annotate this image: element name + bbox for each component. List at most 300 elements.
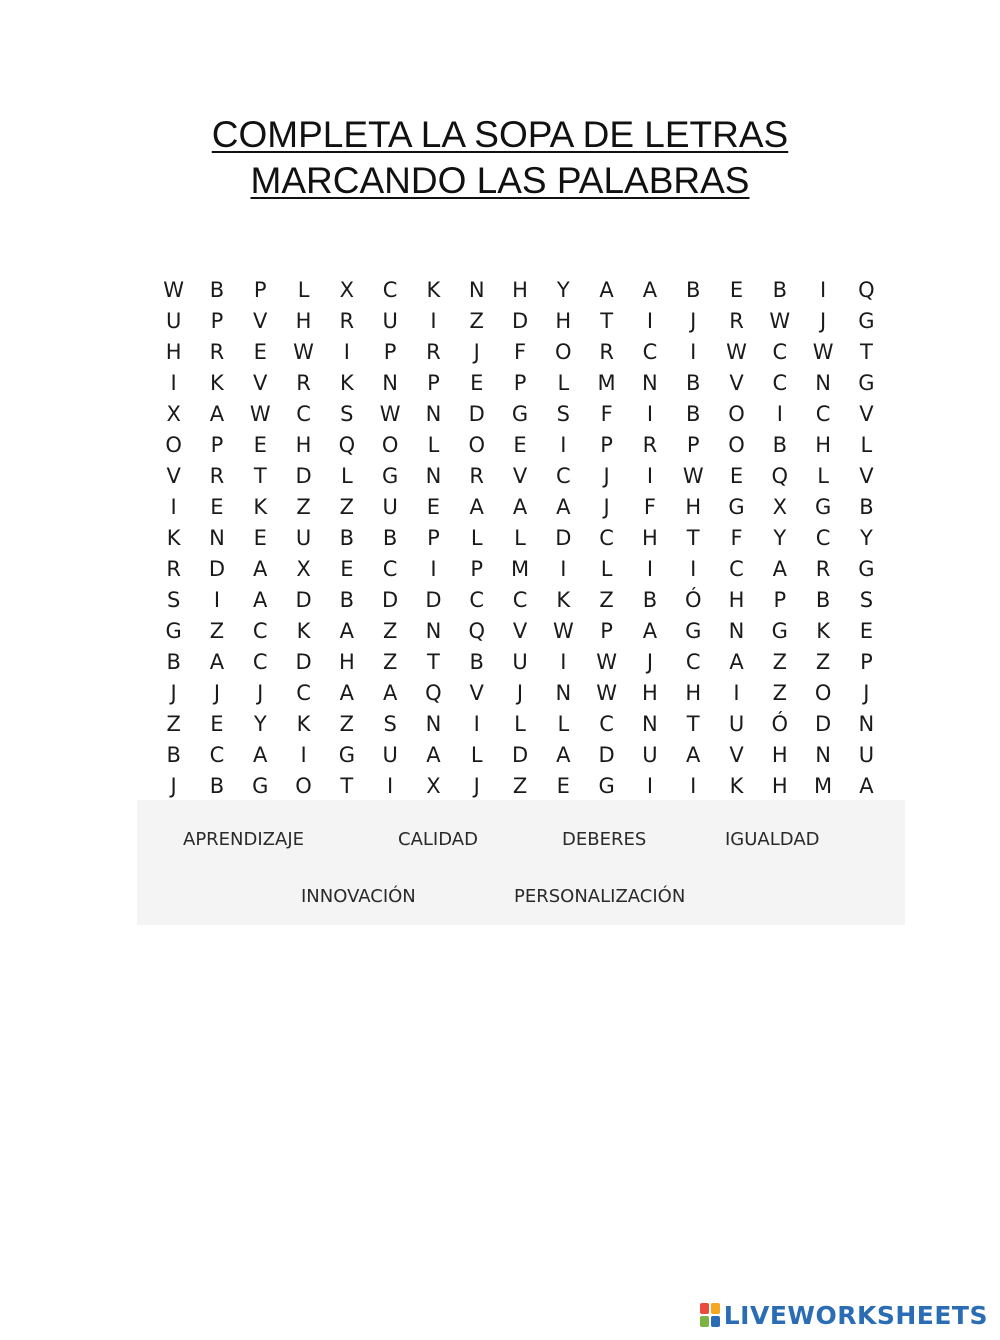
grid-cell[interactable]: I [646, 556, 654, 581]
grid-cell[interactable]: Z [382, 649, 398, 674]
grid-cell[interactable]: W [596, 649, 617, 674]
grid-cell[interactable]: A [382, 680, 398, 705]
grid-cell[interactable]: B [166, 742, 181, 767]
grid-cell[interactable]: K [816, 618, 830, 643]
grid-cell[interactable]: B [469, 649, 484, 674]
grid-cell[interactable]: V [253, 308, 268, 333]
grid-cell[interactable]: O [468, 432, 485, 457]
grid-cell[interactable]: Z [339, 711, 355, 736]
grid-cell[interactable]: D [382, 587, 399, 612]
liveworksheets-logo-icon [699, 1302, 721, 1328]
grid-cell[interactable]: Z [772, 649, 787, 674]
grid-cell[interactable]: P [383, 339, 397, 364]
grid-cell[interactable]: G [252, 773, 269, 798]
grid-cell[interactable]: A [469, 494, 484, 519]
grid-cell[interactable]: Z [339, 494, 355, 519]
grid-cell[interactable]: H [165, 339, 182, 364]
grid-cell[interactable]: U [165, 308, 182, 333]
grid-cell[interactable]: I [646, 308, 654, 333]
grid-cell[interactable]: R [209, 463, 225, 488]
grid-cell[interactable]: R [426, 339, 441, 364]
grid-cell[interactable]: H [512, 277, 528, 302]
grid-cell[interactable]: U [858, 742, 875, 767]
grid-cell[interactable]: B [209, 277, 225, 302]
grid-cell[interactable]: Z [296, 494, 311, 519]
grid-cell[interactable]: G [728, 494, 745, 519]
grid-cell[interactable]: G [858, 556, 875, 581]
grid-cell[interactable]: A [686, 742, 701, 767]
grid-cell[interactable]: C [599, 711, 614, 736]
grid-cell[interactable]: A [253, 556, 268, 581]
grid-cell[interactable]: Z [772, 680, 787, 705]
grid-cell[interactable]: K [296, 711, 311, 736]
grid-cell[interactable]: U [512, 649, 528, 674]
grid-cell[interactable]: T [859, 339, 873, 364]
word-search-grid[interactable] [152, 274, 888, 801]
grid-cell[interactable]: R [469, 463, 485, 488]
grid-cell[interactable]: E [426, 494, 441, 519]
grid-cell[interactable]: N [468, 277, 485, 302]
grid-cell[interactable]: V [512, 618, 528, 643]
grid-cell[interactable]: U [382, 308, 398, 333]
grid-cell[interactable]: D [815, 711, 832, 736]
grid-cell[interactable]: E [470, 370, 484, 395]
grid-cell[interactable]: P [210, 308, 224, 333]
grid-cell[interactable]: C [815, 525, 831, 550]
grid-cell[interactable]: K [166, 525, 181, 550]
grid-cell[interactable]: Ó [771, 711, 789, 736]
grid-cell[interactable]: J [170, 773, 177, 798]
grid-cell[interactable]: P [470, 556, 484, 581]
grid-cell[interactable]: Y [859, 525, 873, 550]
grid-cell[interactable]: T [600, 308, 614, 333]
grid-cell[interactable]: S [383, 711, 397, 736]
grid-cell[interactable]: V [253, 370, 268, 395]
grid-cell[interactable]: G [381, 463, 399, 488]
grid-cell[interactable]: Z [599, 587, 614, 612]
grid-cell[interactable]: I [213, 587, 221, 612]
grid-cell[interactable]: Z [209, 618, 225, 643]
grid-cell[interactable]: J [646, 649, 654, 674]
grid-cell[interactable]: N [555, 680, 572, 705]
grid-cell[interactable]: V [729, 370, 744, 395]
grid-cell[interactable]: I [646, 401, 654, 426]
grid-cell[interactable]: K [556, 587, 571, 612]
grid-cell[interactable]: I [560, 649, 567, 674]
grid-cell[interactable]: E [729, 277, 744, 302]
grid-cell[interactable]: S [166, 587, 181, 612]
grid-cell[interactable]: C [209, 742, 225, 767]
grid-cell[interactable]: N [209, 525, 225, 550]
grid-cell[interactable]: J [603, 463, 610, 488]
grid-cell[interactable]: C [382, 556, 398, 581]
grid-cell[interactable]: A [642, 277, 658, 302]
grid-cell[interactable]: C [642, 339, 658, 364]
grid-cell[interactable]: V [859, 463, 874, 488]
grid-cell[interactable]: K [210, 370, 224, 395]
grid-cell[interactable]: F [730, 525, 743, 550]
grid-cell[interactable]: G [511, 401, 529, 426]
grid-cell[interactable]: X [772, 494, 787, 519]
grid-cell[interactable]: L [600, 556, 613, 581]
grid-cell[interactable]: H [338, 649, 355, 674]
grid-cell[interactable]: M [814, 773, 833, 798]
grid-cell[interactable]: K [253, 494, 268, 519]
grid-cell[interactable]: B [815, 587, 831, 612]
grid-cell[interactable]: U [728, 711, 745, 736]
grid-cell[interactable]: I [300, 742, 307, 767]
grid-cell[interactable]: P [600, 618, 613, 643]
grid-cell[interactable]: I [560, 432, 567, 457]
grid-cell[interactable]: R [296, 370, 311, 395]
grid-cell[interactable]: D [555, 525, 572, 550]
grid-cell[interactable]: G [598, 773, 615, 798]
grid-cell[interactable]: D [425, 587, 442, 612]
grid-cell[interactable]: J [213, 680, 221, 705]
grid-cell[interactable]: A [556, 742, 571, 767]
grid-cell[interactable]: A [556, 494, 571, 519]
grid-cell[interactable]: Z [166, 711, 181, 736]
grid-cell[interactable]: C [599, 525, 614, 550]
grid-cell[interactable]: L [470, 742, 483, 767]
grid-cell[interactable]: E [210, 494, 224, 519]
grid-cell[interactable]: W [293, 339, 314, 364]
grid-cell[interactable]: V [729, 742, 744, 767]
grid-cell[interactable]: I [690, 556, 697, 581]
grid-cell[interactable]: A [772, 556, 787, 581]
grid-cell[interactable]: I [646, 463, 654, 488]
grid-cell[interactable]: J [257, 680, 264, 705]
grid-cell[interactable]: Q [425, 680, 442, 705]
grid-cell[interactable]: L [514, 711, 526, 736]
grid-cell[interactable]: C [382, 277, 398, 302]
grid-cell[interactable]: A [599, 277, 614, 302]
grid-cell[interactable]: R [166, 556, 181, 581]
grid-cell[interactable]: L [860, 432, 873, 457]
grid-cell[interactable]: M [597, 370, 616, 395]
grid-cell[interactable]: I [560, 556, 567, 581]
grid-cell[interactable]: B [382, 525, 398, 550]
grid-cell[interactable]: D [511, 308, 529, 333]
grid-cell[interactable]: W [596, 680, 617, 705]
grid-cell[interactable]: L [470, 525, 483, 550]
grid-cell[interactable]: H [771, 742, 788, 767]
grid-cell[interactable]: W [726, 339, 747, 364]
grid-cell[interactable]: R [599, 339, 614, 364]
grid-cell[interactable]: A [253, 587, 268, 612]
grid-cell[interactable]: T [340, 773, 354, 798]
grid-cell[interactable]: Z [512, 773, 528, 798]
grid-cell[interactable]: D [295, 649, 312, 674]
grid-cell[interactable]: G [858, 370, 875, 395]
grid-cell[interactable]: S [340, 401, 354, 426]
grid-cell[interactable]: C [512, 587, 528, 612]
grid-cell[interactable]: B [686, 370, 701, 395]
grid-cell[interactable]: S [556, 401, 570, 426]
grid-cell[interactable]: N [425, 711, 442, 736]
grid-cell[interactable]: T [686, 711, 700, 736]
grid-cell[interactable]: N [728, 618, 745, 643]
grid-cell[interactable]: A [253, 742, 268, 767]
grid-cell[interactable]: Y [773, 525, 787, 550]
grid-cell[interactable]: B [166, 649, 181, 674]
grid-cell[interactable]: C [296, 401, 311, 426]
grid-cell[interactable]: E [210, 711, 224, 736]
grid-cell[interactable]: Q [338, 432, 356, 457]
grid-cell[interactable]: L [514, 525, 526, 550]
grid-cell[interactable]: C [296, 680, 311, 705]
grid-cell[interactable]: E [556, 773, 570, 798]
grid-cell[interactable]: W [163, 277, 185, 302]
grid-cell[interactable]: B [339, 525, 355, 550]
grid-cell[interactable]: B [209, 773, 225, 798]
grid-cell[interactable]: G [771, 618, 788, 643]
grid-cell[interactable]: H [642, 525, 658, 550]
grid-cell[interactable]: X [339, 277, 355, 302]
grid-cell[interactable]: H [295, 432, 312, 457]
grid-cell[interactable]: I [430, 556, 437, 581]
grid-cell[interactable]: H [685, 680, 702, 705]
word-item: CALIDAD [398, 829, 478, 850]
grid-cell[interactable]: I [430, 308, 437, 333]
grid-cell[interactable]: D [598, 742, 615, 767]
grid-cell[interactable]: J [473, 773, 480, 798]
grid-cell[interactable]: P [686, 432, 700, 457]
grid-cell[interactable]: H [771, 773, 788, 798]
grid-cell[interactable]: J [820, 308, 827, 333]
grid-cell[interactable]: W [379, 401, 401, 426]
grid-cell[interactable]: N [815, 370, 831, 395]
grid-cell[interactable]: E [253, 339, 267, 364]
grid-cell[interactable]: E [253, 432, 267, 457]
grid-cell[interactable]: O [165, 432, 182, 457]
grid-cell[interactable]: F [643, 494, 656, 519]
grid-cell[interactable]: B [686, 277, 701, 302]
grid-cell[interactable]: I [646, 773, 654, 798]
grid-cell[interactable]: Q [858, 277, 875, 302]
grid-cell[interactable]: G [814, 494, 832, 519]
grid-cell[interactable]: G [685, 618, 702, 643]
grid-cell[interactable]: F [513, 339, 527, 364]
grid-cell[interactable]: A [859, 773, 874, 798]
grid-cell[interactable]: Y [556, 277, 570, 302]
grid-cell[interactable]: C [729, 556, 744, 581]
grid-cell[interactable]: M [510, 556, 530, 581]
grid-cell[interactable]: B [772, 277, 788, 302]
grid-cell[interactable]: I [733, 680, 740, 705]
grid-cell[interactable]: C [685, 649, 701, 674]
grid-cell[interactable]: N [382, 370, 398, 395]
grid-cell[interactable]: Z [382, 618, 398, 643]
grid-cell[interactable]: P [427, 370, 440, 395]
grid-cell[interactable]: I [387, 773, 394, 798]
grid-cell[interactable]: O [381, 432, 399, 457]
grid-cell[interactable]: L [427, 432, 440, 457]
grid-cell[interactable]: P [253, 277, 267, 302]
grid-cell[interactable]: B [339, 587, 355, 612]
grid-cell[interactable]: I [690, 773, 697, 798]
grid-cell[interactable]: H [728, 587, 745, 612]
grid-cell[interactable]: A [339, 680, 355, 705]
grid-cell[interactable]: E [513, 432, 527, 457]
logo-square [700, 1303, 709, 1314]
grid-cell[interactable]: I [473, 711, 480, 736]
grid-cell[interactable]: P [427, 525, 440, 550]
grid-cell[interactable]: R [339, 308, 355, 333]
grid-cell[interactable]: Y [253, 711, 267, 736]
grid-cell[interactable]: I [690, 339, 697, 364]
grid-cell[interactable]: I [170, 370, 177, 395]
grid-cell[interactable]: T [427, 649, 440, 674]
grid-cell[interactable]: L [817, 463, 829, 488]
grid-cell[interactable]: S [859, 587, 874, 612]
grid-cell[interactable]: C [815, 401, 831, 426]
grid-cell[interactable]: D [295, 463, 312, 488]
grid-cell[interactable]: C [469, 587, 485, 612]
logo-square [711, 1303, 720, 1314]
grid-cell[interactable]: P [513, 370, 527, 395]
grid-cell[interactable]: H [815, 432, 831, 457]
grid-cell[interactable]: B [642, 587, 658, 612]
grid-cell[interactable]: W [769, 308, 791, 333]
grid-cell[interactable]: Z [469, 308, 484, 333]
grid-cell[interactable]: P [773, 587, 787, 612]
grid-cell[interactable]: W [682, 463, 704, 488]
grid-cell[interactable]: J [603, 494, 610, 519]
grid-cell[interactable]: H [642, 680, 658, 705]
grid-cell[interactable]: T [253, 463, 267, 488]
grid-cell[interactable]: U [382, 494, 398, 519]
grid-cell[interactable]: J [863, 680, 870, 705]
grid-cell[interactable]: H [295, 308, 312, 333]
grid-cell[interactable]: R [642, 432, 658, 457]
grid-cell[interactable]: R [209, 339, 225, 364]
grid-cell[interactable]: J [516, 680, 524, 705]
grid-cell[interactable]: F [600, 401, 613, 426]
grid-cell[interactable]: N [425, 618, 442, 643]
grid-cell[interactable]: H [555, 308, 572, 333]
grid-cell[interactable]: A [729, 649, 744, 674]
grid-cell[interactable]: V [512, 463, 528, 488]
grid-cell[interactable]: L [557, 711, 570, 736]
grid-cell[interactable]: G [165, 618, 182, 643]
grid-cell[interactable]: L [340, 463, 353, 488]
grid-cell[interactable]: J [170, 680, 177, 705]
grid-cell[interactable]: E [729, 463, 744, 488]
grid-cell[interactable]: C [252, 618, 268, 643]
grid-cell[interactable]: Q [771, 463, 789, 488]
grid-cell[interactable]: W [812, 339, 834, 364]
grid-cell[interactable]: U [642, 742, 658, 767]
grid-cell[interactable]: Ó [684, 587, 702, 612]
grid-cell[interactable]: B [859, 494, 874, 519]
grid-cell[interactable]: W [249, 401, 271, 426]
grid-cell[interactable]: E [340, 556, 354, 581]
grid-cell[interactable]: P [600, 432, 613, 457]
grid-cell[interactable]: O [555, 339, 572, 364]
grid-cell[interactable]: L [557, 370, 570, 395]
grid-cell[interactable]: A [642, 618, 658, 643]
grid-cell[interactable]: A [512, 494, 528, 519]
grid-cell[interactable]: B [772, 432, 788, 457]
grid-cell[interactable]: U [295, 525, 312, 550]
grid-cell[interactable]: D [468, 401, 485, 426]
word-item: APRENDIZAJE [183, 829, 305, 850]
grid-cell[interactable]: N [858, 711, 875, 736]
grid-cell[interactable]: J [690, 308, 697, 333]
brand-name: LIVEWORKSHEETS [723, 1300, 988, 1330]
grid-cell[interactable]: W [552, 618, 574, 643]
grid-cell[interactable]: X [296, 556, 311, 581]
grid-cell[interactable]: L [297, 277, 310, 302]
grid-cell[interactable]: C [555, 463, 571, 488]
grid-cell[interactable]: V [166, 463, 181, 488]
grid-cell[interactable]: O [728, 401, 745, 426]
grid-cell[interactable]: P [210, 432, 224, 457]
grid-cell[interactable]: A [339, 618, 355, 643]
grid-cell[interactable]: C [772, 339, 788, 364]
grid-cell[interactable]: E [859, 618, 874, 643]
title-line-1 [0, 112, 1000, 158]
grid-cell[interactable]: T [686, 525, 700, 550]
grid-cell[interactable]: E [253, 525, 267, 550]
grid-cell[interactable]: A [209, 401, 225, 426]
grid-cell[interactable]: C [252, 649, 268, 674]
title-line-2 [0, 158, 1000, 204]
grid-cell[interactable]: R [729, 308, 744, 333]
grid-cell[interactable]: Z [815, 649, 831, 674]
grid-cell[interactable]: I [820, 277, 827, 302]
grid-cell[interactable]: Q [468, 618, 485, 643]
grid-cell[interactable]: O [728, 432, 745, 457]
grid-cell[interactable]: C [772, 370, 788, 395]
grid-cell[interactable]: R [815, 556, 831, 581]
word-item: IGUALDAD [725, 829, 820, 850]
grid-cell[interactable]: K [426, 277, 441, 302]
grid-cell[interactable]: D [208, 556, 226, 581]
grid-cell[interactable]: U [382, 742, 398, 767]
grid-cell[interactable]: D [295, 587, 312, 612]
grid-cell[interactable]: I [343, 339, 350, 364]
grid-cell[interactable]: I [170, 494, 177, 519]
grid-cell[interactable]: O [814, 680, 832, 705]
title-line-2-text: MARCANDO LAS PALABRAS [250, 160, 750, 201]
grid-cell[interactable]: X [426, 773, 441, 798]
grid-cell[interactable]: V [469, 680, 484, 705]
grid-cell[interactable]: G [858, 308, 875, 333]
grid-cell[interactable]: K [339, 370, 354, 395]
grid-cell[interactable]: X [166, 401, 181, 426]
grid-cell[interactable]: A [426, 742, 441, 767]
grid-cell[interactable]: D [511, 742, 529, 767]
grid-cell[interactable]: O [295, 773, 312, 798]
grid-cell[interactable]: A [209, 649, 225, 674]
grid-cell[interactable]: J [473, 339, 480, 364]
grid-cell[interactable]: N [642, 370, 658, 395]
grid-cell[interactable]: N [425, 463, 442, 488]
grid-cell[interactable]: N [642, 711, 658, 736]
grid-cell[interactable]: H [685, 494, 702, 519]
grid-cell[interactable]: V [859, 401, 874, 426]
grid-cell[interactable]: N [425, 401, 442, 426]
grid-cell[interactable]: G [338, 742, 355, 767]
grid-cell[interactable]: P [860, 649, 873, 674]
grid-cell[interactable]: B [686, 401, 701, 426]
grid-cell[interactable]: K [296, 618, 311, 643]
grid-cell[interactable]: K [729, 773, 744, 798]
grid-cell[interactable]: I [776, 401, 783, 426]
grid-cell[interactable]: N [815, 742, 831, 767]
